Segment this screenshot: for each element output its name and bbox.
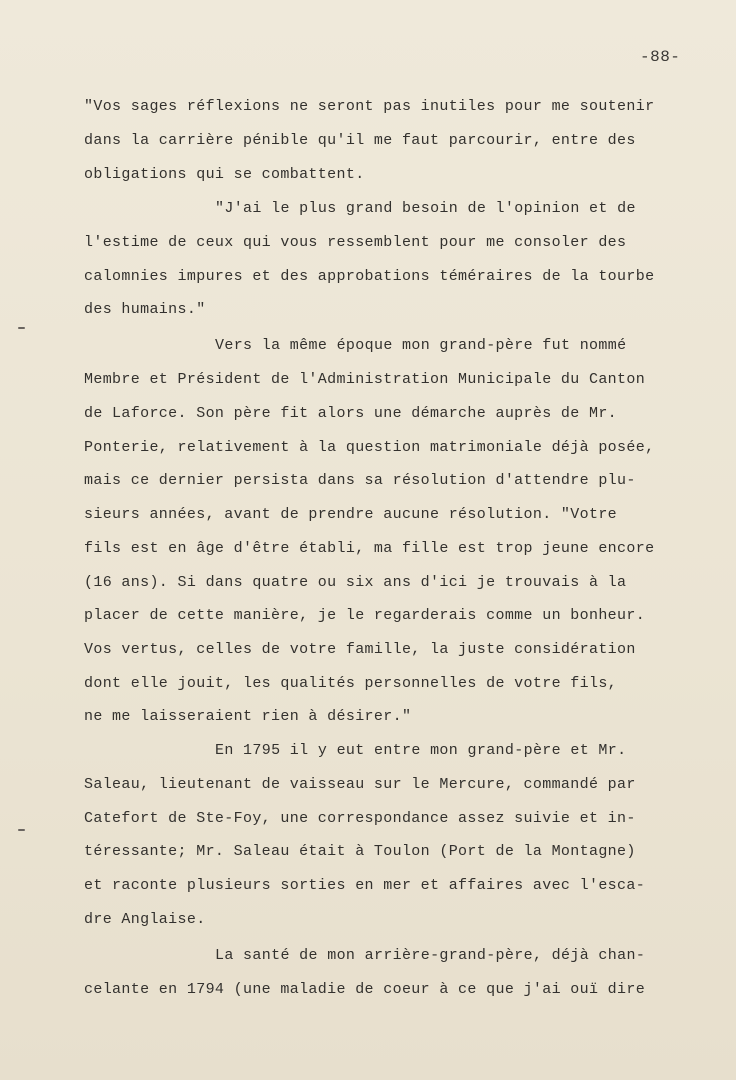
text-line: celante en 1794 (une maladie de coeur à ce que j'ai ouï dire: [84, 981, 646, 998]
text-line: dre Anglaise.: [84, 911, 206, 928]
text-line: mais ce dernier persista dans sa résolution d'attendre plu-: [84, 472, 636, 489]
text-line: dans la carrière pénible qu'il me faut parcourir, entre des: [84, 132, 636, 149]
text-line: Catefort de Ste-Foy, une correspondance assez suivie et in-: [84, 810, 636, 827]
text-line: dont elle jouit, les qualités personnelles de votre fils,: [84, 675, 618, 692]
text-line: obligations qui se combattent.: [84, 166, 365, 183]
text-line: placer de cette manière, je le regarderais comme un bonheur.: [84, 607, 646, 624]
text-line: des humains.": [84, 301, 206, 318]
text-line: sieurs années, avant de prendre aucune résolution. "Votre: [84, 506, 618, 523]
text-line: Membre et Président de l'Administration Municipale du Canton: [84, 371, 646, 388]
text-line: Ponterie, relativement à la question matrimoniale déjà posée,: [84, 439, 655, 456]
text-line: téressante; Mr. Saleau était à Toulon (Port de la Montagne): [84, 843, 636, 860]
text-line: l'estime de ceux qui vous ressemblent pour me consoler des: [84, 234, 627, 251]
text-line: La santé de mon arrière-grand-père, déjà chan-: [215, 947, 646, 964]
text-line: "J'ai le plus grand besoin de l'opinion et de: [215, 200, 636, 217]
text-line: Vers la même époque mon grand-père fut nommé: [215, 337, 627, 354]
text-line: En 1795 il y eut entre mon grand-père et Mr.: [215, 742, 627, 759]
text-line: calomnies impures et des approbations téméraires de la tourbe: [84, 268, 655, 285]
text-line: de Laforce. Son père fit alors une démarche auprès de Mr.: [84, 405, 618, 422]
text-line: (16 ans). Si dans quatre ou six ans d'ici je trouvais à la: [84, 574, 627, 591]
text-line: Vos vertus, celles de votre famille, la juste considération: [84, 641, 636, 658]
text-line: ne me laisseraient rien à désirer.": [84, 708, 412, 725]
text-line: Saleau, lieutenant de vaisseau sur le Mercure, commandé par: [84, 776, 636, 793]
margin-mark: [18, 829, 25, 831]
page-number: -88-: [640, 48, 681, 66]
text-line: et raconte plusieurs sorties en mer et affaires avec l'esca-: [84, 877, 646, 894]
text-line: fils est en âge d'être établi, ma fille est trop jeune encore: [84, 540, 655, 557]
margin-mark: [18, 327, 25, 329]
text-line: "Vos sages réflexions ne seront pas inutiles pour me soutenir: [84, 98, 655, 115]
